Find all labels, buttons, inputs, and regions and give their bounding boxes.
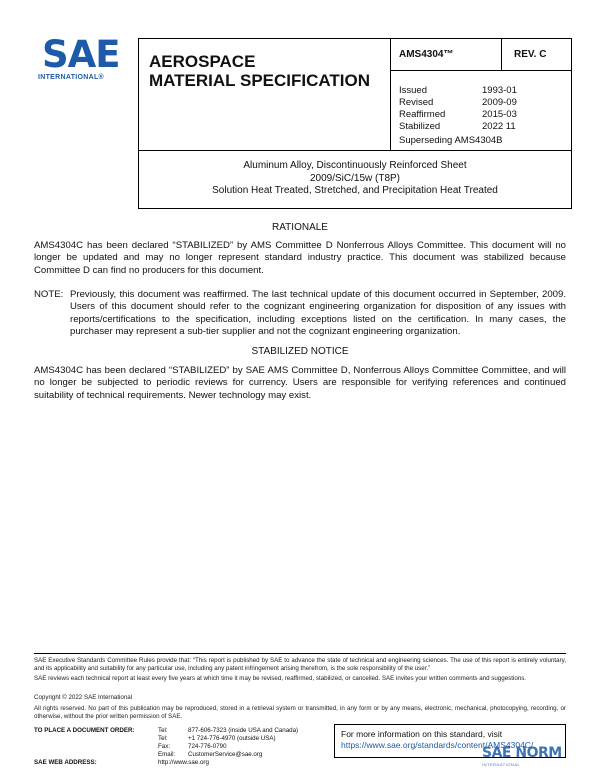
date-value: 1993-01 bbox=[482, 85, 517, 96]
spec-title-line1: AEROSPACE bbox=[149, 52, 256, 71]
spec-subject bbox=[139, 150, 571, 208]
order-label: TO PLACE A DOCUMENT ORDER: bbox=[34, 727, 135, 734]
contact-label: Email: bbox=[158, 751, 176, 758]
contact-label: Fax: bbox=[158, 743, 171, 750]
standard-link[interactable]: https://www.sae.org/standards/content/AMS4304C/ bbox=[341, 740, 534, 750]
watermark-sub: INTERNATIONAL bbox=[482, 762, 521, 767]
date-label: Issued bbox=[399, 85, 427, 96]
stabilized-heading: STABILIZED NOTICE bbox=[251, 346, 349, 357]
contact-label: Tel: bbox=[158, 735, 168, 742]
spec-title-line2: MATERIAL SPECIFICATION bbox=[149, 71, 370, 90]
contact-label: Tel: bbox=[158, 727, 168, 734]
contact-row bbox=[34, 727, 334, 735]
contact-row bbox=[34, 751, 334, 759]
footer-review: SAE reviews each technical report at least every five years at which time it may be revised, reaffirmed, stabilized, or cancelled. SAE invites your written comments and suggestions. bbox=[34, 675, 527, 682]
footer-divider bbox=[34, 653, 566, 654]
date-label: Reaffirmed bbox=[399, 109, 446, 120]
contact-value: 877-606-7323 (inside USA and Canada) bbox=[188, 727, 299, 734]
logo-sub: INTERNATIONAL® bbox=[38, 74, 105, 81]
watermark bbox=[482, 744, 592, 772]
footer-rules: SAE Executive Standards Committee Rules provide that: “This report is published by SAE to advance the state of technical and engineering sciences. The use of this report is entirely voluntary, and its applicability and suitability for any particular use, including any patent infringement arising therefrom, is the sole responsibility of the user.” bbox=[34, 657, 566, 672]
web-address bbox=[34, 759, 334, 766]
doc-number: AMS4304™ bbox=[391, 39, 502, 71]
spec-title bbox=[139, 39, 391, 150]
contact-row bbox=[34, 735, 334, 743]
sae-logo bbox=[38, 33, 126, 86]
date-value: 2022 11 bbox=[482, 121, 516, 132]
revision: REV. C bbox=[502, 39, 571, 71]
footer-copyright: Copyright © 2022 SAE International bbox=[34, 694, 133, 701]
footer-rights: All rights reserved. No part of this publication may be reproduced, stored in a retrieval system or transmitted, in any form or by any means, electronic, mechanical, photocopying, recording, or otherwise, without the prior written permission of SAE. bbox=[34, 705, 566, 720]
note-text: Previously, this document was reaffirmed. The last technical update of this document occurred in September, 2009. Users of this document should refer to the cognizant engineering organization for disposition of any issues with reports/certifications to the specification, including exceptions listed on the certification. In many cases, the purchaser may represent a sub-tier supplier and not the cognizant engineering organization. bbox=[70, 289, 566, 338]
contact-row bbox=[34, 743, 334, 751]
info-text: For more information on this standard, visit bbox=[341, 729, 503, 739]
document-header bbox=[138, 38, 572, 209]
contact-value: 724-776-0790 bbox=[188, 743, 227, 750]
logo-brand: SAE bbox=[42, 33, 120, 76]
subject-line1: Aluminum Alloy, Discontinuously Reinforced Sheet bbox=[243, 160, 467, 171]
date-row bbox=[399, 109, 569, 121]
rationale-text: AMS4304C has been declared “STABILIZED” by AMS Committee D Nonferrous Alloys Committee. This document will no longer be updated and may no longer represent standard industry practice. This document was stabilized because Committee D can find no producers for this document. bbox=[34, 240, 566, 276]
web-link[interactable]: http://www.sae.org bbox=[158, 759, 209, 766]
subject-line2: 2009/SiC/15w (T8P) bbox=[309, 172, 401, 184]
date-row bbox=[399, 121, 569, 133]
stabilized-text: AMS4304C has been declared “STABILIZED” by SAE AMS Committee D, Nonferrous Alloys Committee Committee, and will no longer be subjected to periodic reviews for currency. Users are responsible for verifying references and continued suitability of technical requirements. Newer technology may exist. bbox=[34, 365, 566, 401]
contact-email-link[interactable]: CustomerService@sae.org bbox=[188, 751, 263, 758]
date-block bbox=[391, 71, 571, 150]
note-label: NOTE: bbox=[34, 289, 64, 300]
date-row bbox=[399, 97, 569, 109]
date-row bbox=[399, 85, 569, 97]
watermark-text: SAE NORM bbox=[482, 745, 562, 761]
contact-value: +1 724-776-4970 (outside USA) bbox=[188, 735, 276, 742]
date-label: Stabilized bbox=[399, 121, 441, 132]
date-value: 2009-09 bbox=[482, 97, 517, 108]
date-label: Revised bbox=[399, 97, 434, 108]
web-label: SAE WEB ADDRESS: bbox=[34, 759, 97, 766]
superseding: Superseding AMS4304B bbox=[399, 135, 503, 146]
date-value: 2015-03 bbox=[482, 109, 517, 120]
subject-line3: Solution Heat Treated, Stretched, and Precipitation Heat Treated bbox=[212, 185, 498, 196]
rationale-heading: RATIONALE bbox=[272, 222, 328, 233]
